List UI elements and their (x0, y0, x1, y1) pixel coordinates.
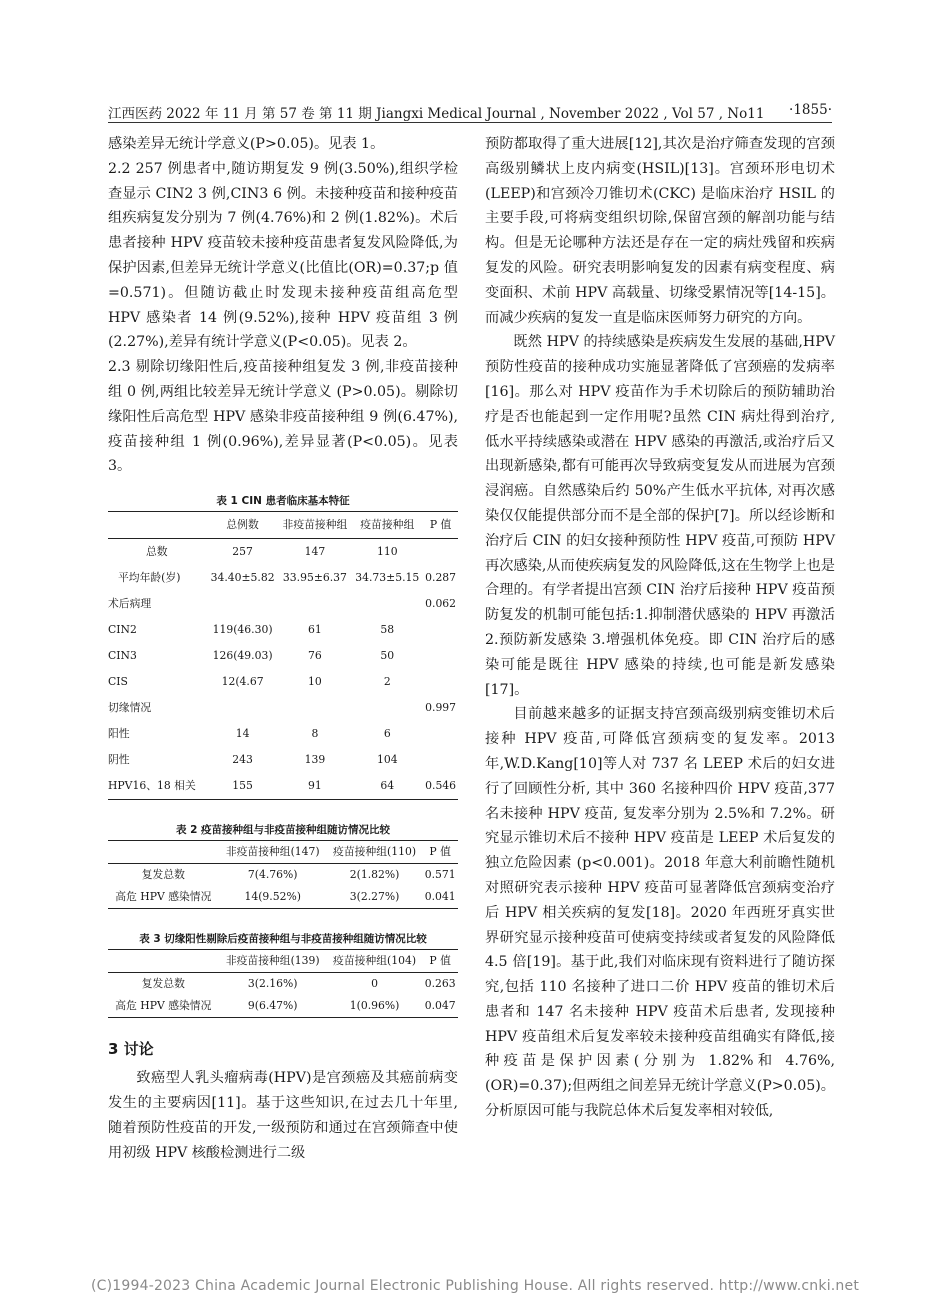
table-row (108, 539, 458, 566)
cell: 12(4.67 (221, 675, 264, 689)
cell (279, 695, 352, 721)
cell (423, 669, 458, 695)
cell: 0 (371, 977, 378, 991)
results-paragraph-2-2: 2.2 257 例患者中,随访期复发 9 例(3.50%),组织学检查显示 CIN2 3 例,CIN3 6 例。未接种疫苗和接种疫苗组疾病复发分别为 7 例(4.76%)和 2 例(1.82%)。术后患者接种 HPV 疫苗较未接种疫苗患者复发风险降低,为保护因素,但差异无统计学意义(比值比(OR)=0.37;p 值=0.571)。但随访截止时发现未接种疫苗组高危型 HPV 感染者 14 例(9.52%),接种 HPV 疫苗组 3 例(2.27%),差异有统计学意义(P<0.05)。见表 2。 (108, 160, 458, 351)
table3-header-cell: P 值 (422, 950, 458, 973)
cell: 0.062 (425, 597, 457, 611)
cell: 126(49.03) (212, 649, 273, 663)
cell: 2(1.82%) (349, 868, 400, 882)
cell: 58 (380, 623, 395, 637)
table1-header-row (108, 512, 458, 539)
discussion-paragraph-2: 预防都取得了重大进展[12],其次是治疗筛查发现的宫颈高级别鳞状上皮内病变(HSIL)[13]。宫颈环形电切术(LEEP)和宫颈冷刀锥切术(CKC) 是临床治疗 HSIL 的主要手段,可将病变组织切除,保留宫颈的解剖功能与结构。但是无论哪种方法还是存在一定的病灶残留和疾病复发的风险。研究表明影响复发的因素有病变程度、病变面积、术前 HPV 高载量、切缘受累情况等[14-15]。而减少疾病的复发一直是临床医师努力研究的方向。 (485, 136, 835, 326)
cell: 155 (207, 773, 279, 800)
cell: 7(4.76%) (247, 868, 298, 882)
table1-header-cell (108, 512, 207, 539)
left-column (108, 132, 458, 1165)
cell (423, 721, 458, 747)
table1-title: 表 1 CIN 患者临床基本特征 (216, 495, 350, 508)
cell: 50 (380, 649, 395, 663)
table2-header-cell: P 值 (422, 841, 458, 864)
table-row (108, 695, 458, 721)
cell (207, 695, 279, 721)
table3-header-row (108, 950, 458, 973)
row-label: 平均年龄(岁) (118, 571, 181, 585)
discussion-paragraph-4: 目前越来越多的证据支持宫颈高级别病变锥切术后接种 HPV 疫苗,可降低宫颈病变的复发率。2013 年,W.D.Kang[10]等人对 737 名 LEEP 术后的妇女进行了回顾性分析, 其中 360 名接种四价 HPV 疫苗,377 名未接种 HPV 疫苗, 复发率分别为 2.5%和 7.2%。研究显示锥切术后不接种 HPV 疫苗是 LEEP 术后复发的独立危险因素 (p<0.001)。2018 年意大利前瞻性随机对照研究表示接种 HPV 疫苗可显著降低宫颈病变治疗后 HPV 相关疾病的复发[18]。2020 年西班牙真实世界研究显示接种疫苗可使病变持续或者复发的风险降低 4.5 倍[19]。基于此,我们对临床现有资料进行了随访探究,包括 110 名接种了进口二价 HPV 疫苗的锥切术后患者和 147 名未接种 HPV 疫苗术后患者, 发现接种 HPV 疫苗组术后复发率较未接种疫苗组确实有降低,接种疫苗是保护因素(分别为 1.82%和 4.76%,(OR)=0.37);但两组之间差异无统计学意义(P>0.05)。分析原因可能与我院总体术后复发率相对较低, (485, 706, 835, 1120)
cell (351, 695, 423, 721)
row-label: CIN2 (108, 623, 137, 637)
row-label: 总数 (146, 545, 168, 559)
page-header (108, 100, 832, 123)
cell: 0.571 (424, 868, 456, 882)
cell: 0.287 (425, 571, 457, 585)
cell: 9(6.47%) (219, 995, 327, 1018)
cell: 33.95±6.37 (282, 571, 347, 585)
table-row (108, 721, 458, 747)
cell: 243 (232, 753, 253, 767)
table1 (108, 511, 458, 800)
cell: 0.047 (422, 995, 458, 1018)
discussion-paragraph-3: 既然 HPV 的持续感染是疾病发生发展的基础,HPV 预防性疫苗的接种成功实施显著降低了宫颈癌的发病率[16]。那么对 HPV 疫苗作为手术切除后的预防辅助治疗是否也能起到一定作用呢?虽然 CIN 病灶得到治疗, 低水平持续感染或潜在 HPV 感染的再激活,或治疗后又出现新感染,都有可能再次导致病变复发从而进展为宫颈浸润癌。自然感染后约 50%产生低水平抗体, 对再次感染仅仅能提供部分而不是全部的保护[7]。所以经诊断和治疗后 CIN 的妇女接种预防性 HPV 疫苗,可预防 HPV 再次感染,从而使疾病复发的风险降低,这在生物学上也是合理的。有学者提出宫颈 CIN 治疗后接种 HPV 疫苗预防复发的机制可能包括:1.抑制潜伏感染的 HPV 再激活 2.预防新发感染 3.增强机体免疫。即 CIN 治疗后的感染可能是既往 HPV 感染的持续,也可能是新发感染[17]。 (485, 334, 835, 698)
results-paragraph-1: 感染差异无统计学意义(P>0.05)。见表 1。 (108, 136, 385, 152)
cell: 0.263 (424, 977, 456, 991)
table3 (108, 949, 458, 1018)
table3-header-cell: 疫苗接种组(104) (327, 950, 423, 973)
table2-title: 表 2 疫苗接种组与非疫苗接种组随访情况比较 (175, 824, 391, 837)
cell: 104 (376, 753, 398, 767)
table3-header-cell: 非疫苗接种组(139) (219, 950, 327, 973)
cell: 91 (279, 773, 352, 800)
row-label: 高危 HPV 感染情况 (108, 886, 219, 909)
cell (423, 643, 458, 669)
cell: 34.73±5.15 (355, 571, 420, 585)
table2-header-cell: 非疫苗接种组(147) (219, 841, 327, 864)
row-label: 复发总数 (141, 977, 185, 991)
cell: 64 (351, 773, 423, 800)
table1-header-cell: P 值 (423, 512, 458, 539)
table1-header-cell: 总例数 (207, 512, 279, 539)
table-row (108, 591, 458, 617)
discussion-paragraph-1: 致癌型人乳头瘤病毒(HPV)是宫颈癌及其癌前病变发生的主要病因[11]。基于这些知识,在过去几十年里,随着预防性疫苗的开发,一级预防和通过在宫颈筛查中使用初级 HPV 核酸检测进行二级 (108, 1070, 458, 1161)
table-row (108, 864, 458, 887)
cell: 139 (304, 753, 326, 767)
cell: 34.40±5.82 (210, 571, 275, 585)
cell: 3(2.27%) (327, 886, 423, 909)
row-label: 阴性 (108, 753, 130, 767)
cell (423, 617, 458, 643)
cell: 147 (304, 545, 326, 559)
table1-header-cell: 非疫苗接种组 (279, 512, 352, 539)
results-paragraph-2-3: 2.3 剔除切缘阳性后,疫苗接种组复发 3 例,非疫苗接种组 0 例,两组比较差异无统计学意义 (P>0.05)。剔除切缘阳性后高危型 HPV 感染非疫苗接种组 9 例(6.47%),疫苗接种组 1 例(0.96%),差异显著(P<0.05)。见表 3。 (108, 359, 458, 475)
cell: 61 (308, 623, 322, 637)
table-row (108, 565, 458, 591)
page-number: ·1855· (789, 102, 832, 118)
table-row (108, 973, 458, 996)
copyright-footer: (C)1994-2023 China Academic Journal Electronic Publishing House. All rights reserved. http://www.cnki.net (90, 1278, 860, 1294)
cell (423, 539, 458, 566)
row-label: 复发总数 (141, 868, 185, 882)
table2 (108, 840, 458, 909)
row-label: 术后病理 (108, 597, 152, 611)
table-row (108, 773, 458, 800)
cell: 0.546 (423, 773, 458, 800)
table-row (108, 747, 458, 773)
cell: 10 (308, 675, 322, 689)
cell (207, 591, 279, 617)
table-row (108, 617, 458, 643)
cell: 14(9.52%) (219, 886, 327, 909)
table2-header-cell (108, 841, 219, 864)
cell: 6 (383, 727, 391, 741)
cell: 119(46.30) (212, 623, 273, 637)
table3-title: 表 3 切缘阳性剔除后疫苗接种组与非疫苗接种组随访情况比较 (139, 933, 427, 946)
cell: 257 (232, 545, 253, 559)
cell (279, 591, 352, 617)
cell: 110 (376, 545, 398, 559)
table1-header-cell: 疫苗接种组 (351, 512, 423, 539)
row-label: HPV16、18 相关 (108, 773, 207, 800)
cell: 8 (311, 727, 319, 741)
row-label: CIS (108, 675, 128, 689)
row-label: 切缘情况 (108, 701, 152, 715)
cell: 0.997 (425, 701, 457, 715)
cell: 0.041 (422, 886, 458, 909)
cell: 2 (383, 675, 391, 689)
row-label: CIN3 (108, 649, 137, 663)
journal-info: 江西医药 2022 年 11 月 第 57 卷 第 11 期 Jiangxi Medical Journal , November 2022 , Vol 57 , No11 (108, 106, 765, 122)
table-row (108, 643, 458, 669)
cell (351, 591, 423, 617)
table-row (108, 669, 458, 695)
row-label: 高危 HPV 感染情况 (108, 995, 219, 1018)
discussion-heading: 3 讨论 (108, 1040, 154, 1059)
cell (423, 747, 458, 773)
table2-header-cell: 疫苗接种组(110) (327, 841, 423, 864)
cell: 1(0.96%) (327, 995, 423, 1018)
cell: 76 (308, 649, 322, 663)
table2-header-row (108, 841, 458, 864)
cell: 3(2.16%) (247, 977, 298, 991)
table3-header-cell (108, 950, 219, 973)
row-label: 阳性 (108, 727, 130, 741)
cell: 14 (235, 727, 250, 741)
table-row (108, 995, 458, 1018)
table-row (108, 886, 458, 909)
right-column (485, 132, 835, 1124)
